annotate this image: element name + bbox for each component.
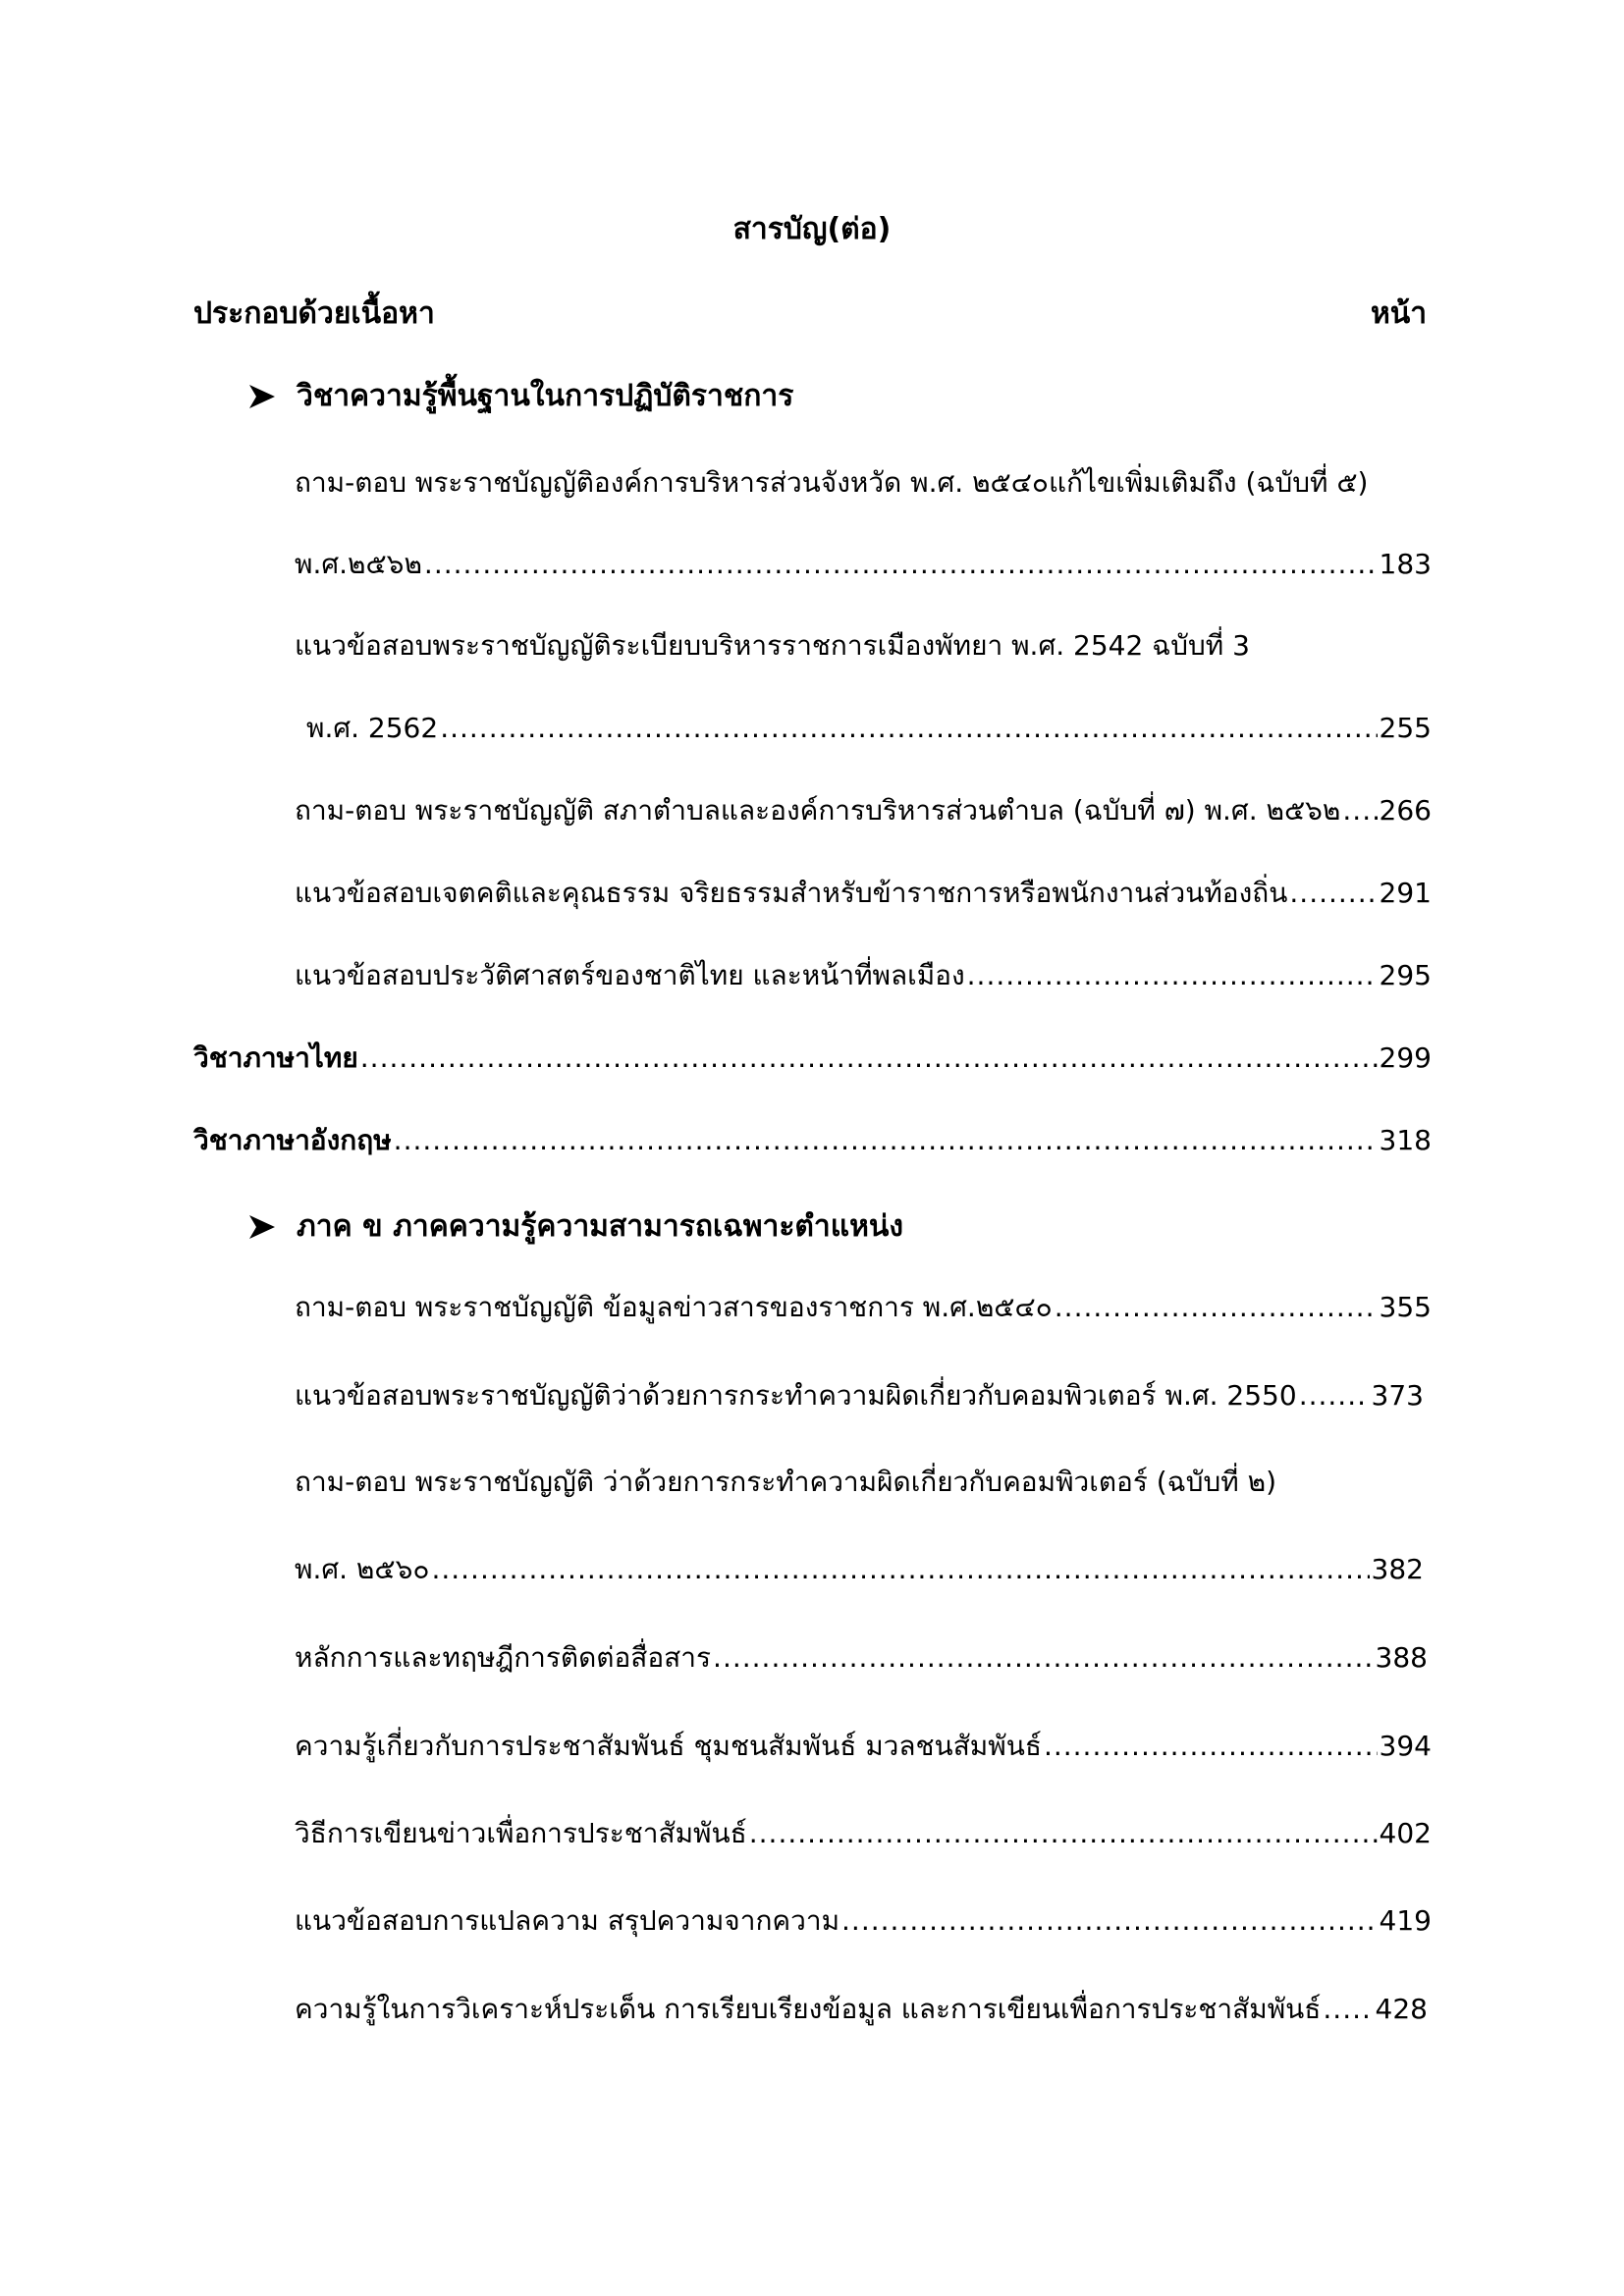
dot-leader (749, 1817, 1378, 1849)
toc-entry-title: วิธีการเขียนข่าวเพื่อการประชาสัมพันธ์ (295, 1817, 747, 1849)
toc-entry-title: ความรู้เกี่ยวกับการประชาสัมพันธ์ ชุมชนสัมพันธ์ มวลชนสัมพันธ์ (295, 1730, 1042, 1762)
toc-entry[interactable] (295, 1725, 1432, 1768)
toc-entry-title: ความรู้ในการวิเคราะห์ประเด็น การเรียบเรียงข้อมูล และการเขียนเพื่อการประชาสัมพันธ์ (295, 1993, 1322, 2025)
toc-entry[interactable] (295, 707, 1432, 750)
toc-entry[interactable] (295, 1374, 1424, 1417)
toc-page-number: 295 (1379, 959, 1432, 991)
toc-entry-title: พ.ศ. ๒๕๖๐ (295, 1553, 430, 1585)
toc-page-number: 388 (1375, 1641, 1428, 1674)
toc-page-number: 355 (1379, 1291, 1432, 1323)
toc-page-number: 402 (1379, 1817, 1432, 1849)
toc-entry-title: ถาม-ตอบ พระราชบัญญัติ ข้อมูลข่าวสารของราชการ พ.ศ.๒๕๔๐ (295, 1291, 1053, 1323)
arrow-bullet-icon (247, 1212, 277, 1242)
dot-leader (431, 1553, 1369, 1585)
arrow-bullet-icon (247, 382, 277, 411)
dot-leader (1289, 877, 1377, 909)
toc-page-number: 373 (1371, 1379, 1424, 1412)
toc-entry-thai[interactable] (193, 1037, 1432, 1080)
toc-entry[interactable] (295, 1988, 1428, 2031)
toc-entry-title: พ.ศ. 2562 (306, 712, 439, 744)
toc-page-number: 394 (1379, 1730, 1432, 1762)
contents-column-header: ประกอบด้วยเนื้อหา (193, 296, 435, 331)
toc-page-number: 382 (1371, 1553, 1424, 1585)
toc-page-number: 266 (1379, 794, 1432, 827)
toc-entry-english[interactable] (193, 1119, 1432, 1162)
toc-entry-title: หลักการและทฤษฎีการติดต่อสื่อสาร (295, 1641, 712, 1674)
dot-leader (967, 959, 1378, 991)
toc-entry-title: แนวข้อสอบประวัติศาสตร์ของชาติไทย และหน้าที่พลเมือง (295, 959, 965, 991)
toc-entry[interactable] (295, 954, 1432, 997)
toc-page-number: 428 (1375, 1993, 1428, 2025)
dot-leader (440, 712, 1377, 744)
toc-entry[interactable] (295, 1812, 1432, 1855)
toc-entry[interactable] (295, 1899, 1432, 1943)
toc-entry-line: ถาม-ตอบ พระราชบัญญัติ ว่าด้วยการกระทำความผิดเกี่ยวกับคอมพิวเตอร์ (ฉบับที่ ๒) (295, 1466, 1277, 1498)
section-heading-part-b (247, 1203, 903, 1250)
dot-leader (1055, 1291, 1378, 1323)
toc-entry-line: แนวข้อสอบพระราชบัญญัติระเบียบบริหารราชการเมืองพัทยา พ.ศ. 2542 ฉบับที่ 3 (295, 629, 1250, 662)
page-title: สารบัญ(ต่อ) (732, 212, 892, 246)
dot-leader (841, 1904, 1378, 1937)
toc-entry[interactable] (295, 1636, 1428, 1680)
dot-leader (1044, 1730, 1378, 1762)
toc-entry[interactable] (295, 789, 1432, 832)
toc-entry-title: แนวข้อสอบพระราชบัญญัติว่าด้วยการกระทำความผิดเกี่ยวกับคอมพิวเตอร์ พ.ศ. 2550 (295, 1379, 1297, 1412)
toc-page-number: 255 (1379, 712, 1432, 744)
dot-leader (360, 1041, 1378, 1074)
toc-entry-title: ถาม-ตอบ พระราชบัญญัติ สภาตำบลและองค์การบริหารส่วนตำบล (ฉบับที่ ๗) พ.ศ. ๒๕๖๒ (295, 794, 1341, 827)
toc-entry[interactable] (295, 1286, 1432, 1329)
dot-leader (1299, 1379, 1370, 1412)
toc-entry-title: แนวข้อสอบการแปลความ สรุปความจากความ (295, 1904, 840, 1937)
toc-entry[interactable] (295, 1548, 1424, 1591)
dot-leader (394, 1124, 1378, 1156)
dot-leader (1342, 794, 1377, 827)
toc-entry-title: วิชาภาษาอังกฤษ (193, 1124, 392, 1156)
toc-page-number: 183 (1379, 548, 1432, 580)
page-column-header: หน้า (1371, 296, 1428, 331)
section-label: วิชาความรู้พื้นฐานในการปฏิบัติราชการ (297, 379, 794, 413)
toc-entry[interactable] (295, 543, 1432, 586)
section-label: ภาค ข ภาคความรู้ความสามารถเฉพาะตำแหน่ง (297, 1209, 904, 1244)
toc-entry-title: พ.ศ.๒๕๖๒ (295, 548, 422, 580)
toc-entry[interactable] (295, 872, 1432, 915)
dot-leader (424, 548, 1378, 580)
toc-entry-line: ถาม-ตอบ พระราชบัญญัติองค์การบริหารส่วนจังหวัด พ.ศ. ๒๕๔๐แก้ไขเพิ่มเติมถึง (ฉบับที่ ๕) (295, 466, 1369, 499)
dot-leader (713, 1641, 1374, 1674)
dot-leader (1323, 1993, 1373, 2025)
toc-page-number: 419 (1379, 1904, 1432, 1937)
toc-entry-title: วิชาภาษาไทย (193, 1041, 358, 1074)
toc-page-number: 291 (1379, 877, 1432, 909)
toc-entry-title: แนวข้อสอบเจตคติและคุณธรรม จริยธรรมสำหรับข้าราชการหรือพนักงานส่วนท้องถิ่น (295, 877, 1288, 909)
section-heading-basic-knowledge (247, 373, 793, 419)
toc-page-number: 299 (1379, 1041, 1432, 1074)
toc-page-number: 318 (1379, 1124, 1432, 1156)
